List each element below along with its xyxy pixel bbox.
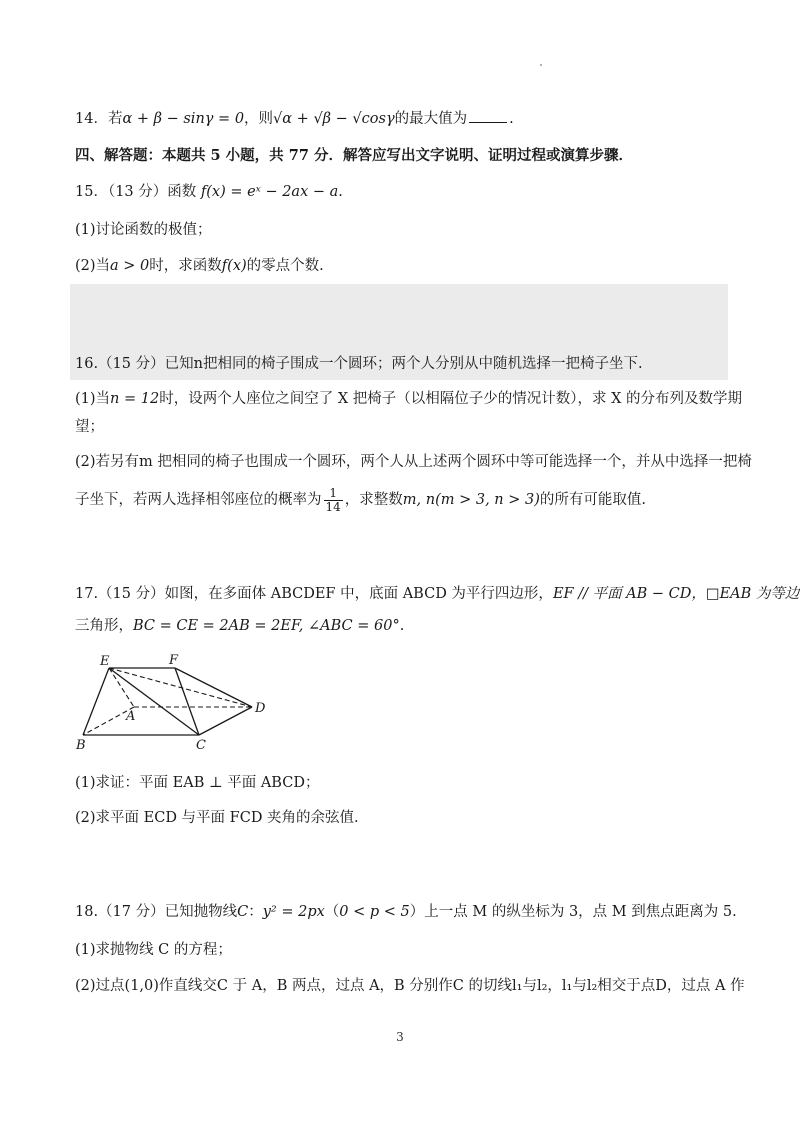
question-15-head (75, 182, 740, 202)
q16-p1-text-a: (1)当 (75, 391, 111, 407)
q18-condition: 0 < p < 5 (339, 904, 410, 920)
edge-EC (109, 668, 199, 735)
q18-text-d: ）上一点 M 的纵坐标为 3，点 M 到焦点距离为 5. (409, 904, 737, 920)
question-16-part-2: (2)若另有m 把相同的椅子也围成一个圆环，两个人从上述两个圆环中等可能选择一个，并从中选择一把椅 (75, 454, 752, 470)
question-17-head-cont (75, 616, 740, 636)
q16-p1-condition: n = 12 (110, 391, 160, 407)
label-A: A (126, 709, 136, 724)
q15-p2-text-b: 时，求函数 (149, 258, 222, 274)
q14-end: . (509, 111, 514, 127)
q14-suffix: 的最大值为 (394, 111, 468, 127)
q14-expression: √α + √β − √cosγ (273, 111, 395, 127)
q16-p2-variables: m, n(m > 3, n > 3) (402, 492, 540, 508)
polyhedron-figure (72, 652, 282, 762)
q18-text-a: 18.（17 分）已知抛物线 (75, 904, 238, 920)
question-15-part-2 (75, 256, 740, 276)
q16-p1-text-b: 时，设两个人座位之间空了 X 把椅子（以相隔位子少的情况计数），求 X 的分布列及数学期 (159, 391, 743, 407)
label-B: B (76, 738, 86, 753)
q15-head-end: . (338, 184, 343, 200)
q16-p2-text-d: 的所有可能取值. (539, 492, 647, 508)
edge-CD (199, 707, 252, 735)
fraction-denominator: 14 (325, 499, 341, 514)
question-16-head: 16.（15 分）已知n把相同的椅子围成一个圆环；两个人分别从中随机选择一把椅子坐下. (75, 356, 643, 372)
q16-p2-text-b: 子坐下，若两人选择相邻座位的概率为 (75, 492, 322, 508)
q18-curve-name: C (237, 904, 249, 920)
q17-line1-b: EF // 平面 AB − CD，□EAB 为等边 (552, 586, 800, 602)
edge-EB (83, 668, 109, 735)
page-number: 3 (396, 1030, 404, 1044)
question-16-part-1-cont: 望； (75, 419, 104, 435)
question-18-part-2: (2)过点(1,0)作直线交C 于 A，B 两点，过点 A，B 分别作C 的切线l₁与l₂，l₁与l₂相交于点D，过点 A 作 (75, 978, 745, 994)
question-15-part-1: (1)讨论函数的极值； (75, 222, 212, 238)
scan-speck (540, 64, 542, 66)
q17-line1-a: 17.（15 分）如图，在多面体 ABCDEF 中，底面 ABCD 为平行四边形， (75, 586, 553, 602)
q15-head-text: 15．（13 分）函数 (75, 184, 197, 200)
q15-function: f(x) = eˣ − 2ax − a (200, 184, 339, 200)
q18-text-c: （ (324, 904, 340, 920)
label-E: E (100, 654, 110, 669)
q15-p2-text-c: 的零点个数. (246, 258, 324, 274)
q17-line2-a: 三角形， (75, 618, 133, 634)
question-18-head (75, 902, 740, 922)
q17-line2-b: BC = CE = 2AB = 2EF, ∠ABC = 60° (133, 618, 400, 634)
q14-prefix: 14．若 (75, 111, 123, 127)
q18-text-b: ： (248, 904, 263, 920)
q15-p2-function: f(x) (221, 258, 247, 274)
q17-line2-c: . (399, 618, 405, 634)
label-C: C (196, 738, 206, 753)
q14-middle: ，则 (244, 111, 274, 127)
section-4-heading: 四、解答题：本题共 5 小题，共 77 分．解答应写出文字说明、证明过程或演算步骤． (75, 147, 633, 164)
question-16-part-1 (75, 389, 743, 409)
question-16-part-2-cont (75, 486, 740, 514)
question-17-part-1: (1)求证：平面 EAB ⊥ 平面 ABCD； (75, 775, 320, 791)
label-D: D (255, 701, 266, 716)
q14-condition: α + β − sinγ = 0 (122, 111, 245, 127)
q18-equation: y² = 2px (262, 904, 325, 920)
q15-p2-text-a: (2)当 (75, 258, 111, 274)
question-14 (75, 108, 740, 129)
fraction-numerator: 1 (324, 487, 343, 501)
answer-blank (469, 108, 507, 123)
q16-p2-text-c: ，求整数 (344, 492, 403, 508)
label-F: F (169, 653, 179, 668)
q15-p2-condition: a > 0 (110, 258, 150, 274)
hidden-edge-ED (109, 668, 252, 707)
question-17-part-2: (2)求平面 ECD 与平面 FCD 夹角的余弦值. (75, 810, 359, 826)
question-17-head (75, 584, 800, 604)
probability-fraction (324, 487, 343, 514)
hidden-edge-EA (109, 668, 134, 707)
question-18-part-1: (1)求抛物线 C 的方程； (75, 942, 232, 958)
